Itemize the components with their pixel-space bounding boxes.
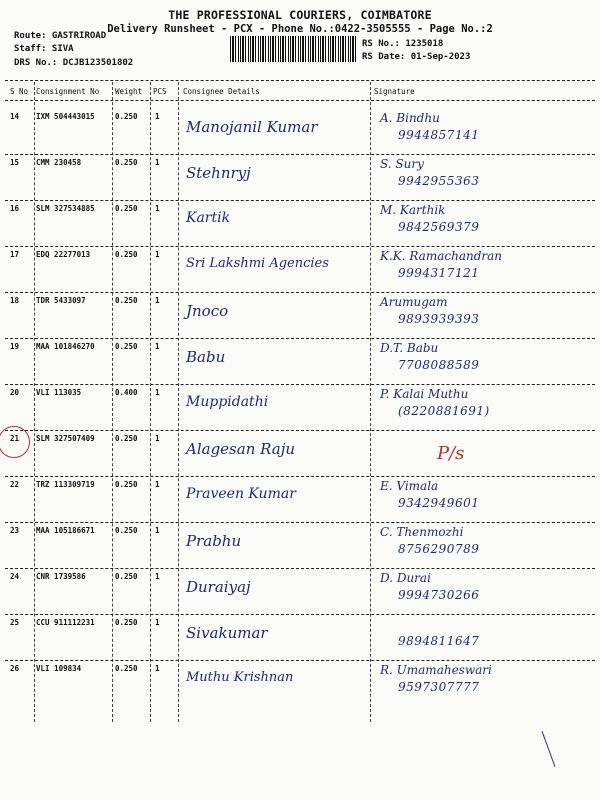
row-weight: 0.250 <box>115 480 138 489</box>
col-consignee-header: Consignee Details <box>183 87 260 96</box>
row-consignee-handwritten: Duraiyaj <box>186 578 251 596</box>
row-signature-number: 9842569379 <box>398 220 480 234</box>
row-signature-number: 9994730266 <box>398 588 480 602</box>
row-separator <box>5 568 595 569</box>
row-consignee-handwritten: Sri Lakshmi Agencies <box>186 256 329 271</box>
row-separator <box>5 292 595 293</box>
col-signature-header: Signature <box>374 87 415 96</box>
row-pcs: 1 <box>155 480 160 489</box>
row-pcs: 1 <box>155 572 160 581</box>
row-sno: 23 <box>10 526 20 535</box>
row-consignee-handwritten: Prabhu <box>186 532 242 550</box>
pen-tick-mark <box>542 731 556 767</box>
row-consignment-no: EDQ 22277013 <box>36 250 91 259</box>
row-sno: 18 <box>10 296 20 305</box>
col-divider <box>34 82 35 722</box>
header-line-top <box>5 80 595 81</box>
row-consignee-handwritten: Babu <box>186 348 226 366</box>
col-divider <box>150 82 151 722</box>
row-pcs: 1 <box>155 664 160 673</box>
row-weight: 0.250 <box>115 526 138 535</box>
row-separator <box>5 476 595 477</box>
rs-date: RS Date: 01-Sep-2023 <box>362 52 471 62</box>
row-sno: 20 <box>10 388 20 397</box>
row-consignee-handwritten: Jnoco <box>186 302 229 320</box>
row-signature-name: D.T. Babu <box>380 341 439 355</box>
row-sno: 17 <box>10 250 20 259</box>
row-weight: 0.250 <box>115 112 138 121</box>
row-pcs: 1 <box>155 112 160 121</box>
circle-mark <box>0 426 30 458</box>
row-signature-name: S. Sury <box>380 157 424 171</box>
col-divider <box>178 82 179 722</box>
col-sno-header: S No <box>10 87 29 96</box>
drs-number: DRS No.: DCJB123501802 <box>14 58 134 68</box>
row-weight: 0.250 <box>115 250 138 259</box>
row-consignee-handwritten: Sivakumar <box>186 624 268 642</box>
row-signature-number: 7708088589 <box>398 358 480 372</box>
row-pcs: 1 <box>155 250 160 259</box>
row-pcs: 1 <box>155 158 160 167</box>
row-signature-number: 9894811647 <box>398 634 480 648</box>
row-weight: 0.250 <box>115 618 138 627</box>
row-weight: 0.250 <box>115 342 138 351</box>
row-signature-name: E. Vimala <box>380 479 439 493</box>
subtitle: Delivery Runsheet - PCX - Phone No.:0422-3505555 - Page No.:2 <box>107 23 493 35</box>
row-signature-number: 9944857141 <box>398 128 480 142</box>
row-sno: 21 <box>10 434 20 443</box>
row-signature-number: P/s <box>437 443 465 464</box>
row-sno: 19 <box>10 342 20 351</box>
row-consignment-no: SLM 327507409 <box>36 434 95 443</box>
row-pcs: 1 <box>155 618 160 627</box>
row-pcs: 1 <box>155 434 160 443</box>
col-consignment-header: Consignment No <box>36 87 100 96</box>
row-consignee-handwritten: Stehnryj <box>186 164 251 182</box>
row-consignee-handwritten: Muppidathi <box>186 394 269 410</box>
col-pcs-header: PCS <box>153 87 167 96</box>
staff: Staff: SIVA <box>14 44 74 54</box>
col-divider <box>112 82 113 722</box>
row-separator <box>5 246 595 247</box>
row-separator <box>5 154 595 155</box>
row-separator <box>5 522 595 523</box>
row-separator <box>5 200 595 201</box>
header-line-bottom <box>5 100 595 101</box>
row-signature-name: A. Bindhu <box>380 111 440 125</box>
row-sno: 24 <box>10 572 20 581</box>
row-weight: 0.250 <box>115 296 138 305</box>
row-consignment-no: VLI 109834 <box>36 664 82 673</box>
row-weight: 0.250 <box>115 158 138 167</box>
row-consignment-no: CMM 230458 <box>36 158 82 167</box>
row-signature-number: 9942955363 <box>398 174 480 188</box>
row-weight: 0.250 <box>115 434 138 443</box>
row-consignee-handwritten: Praveen Kumar <box>186 486 296 502</box>
row-signature-name: C. Thenmozhi <box>380 525 464 539</box>
row-signature-number: 9597307777 <box>398 680 480 694</box>
row-consignment-no: MAA 101846270 <box>36 342 95 351</box>
row-separator <box>5 614 595 615</box>
row-consignee-handwritten: Kartik <box>186 210 231 226</box>
row-signature-number: 9342949601 <box>398 496 480 510</box>
row-weight: 0.250 <box>115 572 138 581</box>
col-divider <box>370 82 371 722</box>
row-separator <box>5 660 595 661</box>
row-weight: 0.250 <box>115 204 138 213</box>
row-pcs: 1 <box>155 342 160 351</box>
row-signature-name: R. Umamaheswari <box>380 663 492 677</box>
row-sno: 22 <box>10 480 20 489</box>
row-consignment-no: TRZ 113309719 <box>36 480 95 489</box>
row-consignment-no: MAA 105186671 <box>36 526 95 535</box>
row-signature-name: K.K. Ramachandran <box>380 249 503 263</box>
rs-number: RS No.: 1235018 <box>362 39 444 49</box>
row-pcs: 1 <box>155 204 160 213</box>
row-consignment-no: TDR 5433097 <box>36 296 86 305</box>
title: THE PROFESSIONAL COURIERS, COIMBATORE <box>168 8 432 22</box>
row-pcs: 1 <box>155 388 160 397</box>
row-consignment-no: IXM 504443015 <box>36 112 95 121</box>
row-pcs: 1 <box>155 526 160 535</box>
row-sno: 16 <box>10 204 20 213</box>
row-signature-name: Arumugam <box>380 295 448 309</box>
row-sno: 14 <box>10 112 20 121</box>
row-consignment-no: VLI 113035 <box>36 388 82 397</box>
row-consignee-handwritten: Manojanil Kumar <box>186 118 318 136</box>
row-signature-number: (8220881691) <box>398 404 490 418</box>
row-weight: 0.250 <box>115 664 138 673</box>
row-pcs: 1 <box>155 296 160 305</box>
row-sno: 25 <box>10 618 20 627</box>
col-weight-header: Weight <box>115 87 143 96</box>
row-separator <box>5 430 595 431</box>
row-consignee-handwritten: Muthu Krishnan <box>186 670 294 685</box>
row-consignment-no: SLM 327534885 <box>36 204 95 213</box>
row-separator <box>5 384 595 385</box>
row-consignment-no: CNR 1739586 <box>36 572 86 581</box>
row-consignment-no: CCU 911112231 <box>36 618 95 627</box>
row-sno: 15 <box>10 158 20 167</box>
row-consignee-handwritten: Alagesan Raju <box>186 440 296 458</box>
row-signature-number: 9893939393 <box>398 312 480 326</box>
row-sno: 26 <box>10 664 20 673</box>
row-separator <box>5 338 595 339</box>
row-signature-number: 9994317121 <box>398 266 480 280</box>
barcode <box>230 36 358 62</box>
row-signature-number: 8756290789 <box>398 542 480 556</box>
row-signature-name: M. Karthik <box>380 203 446 217</box>
route: Route: GASTRIROAD <box>14 31 107 41</box>
row-weight: 0.400 <box>115 388 138 397</box>
row-signature-name: D. Durai <box>380 571 431 585</box>
row-signature-name: P. Kalai Muthu <box>380 387 469 401</box>
